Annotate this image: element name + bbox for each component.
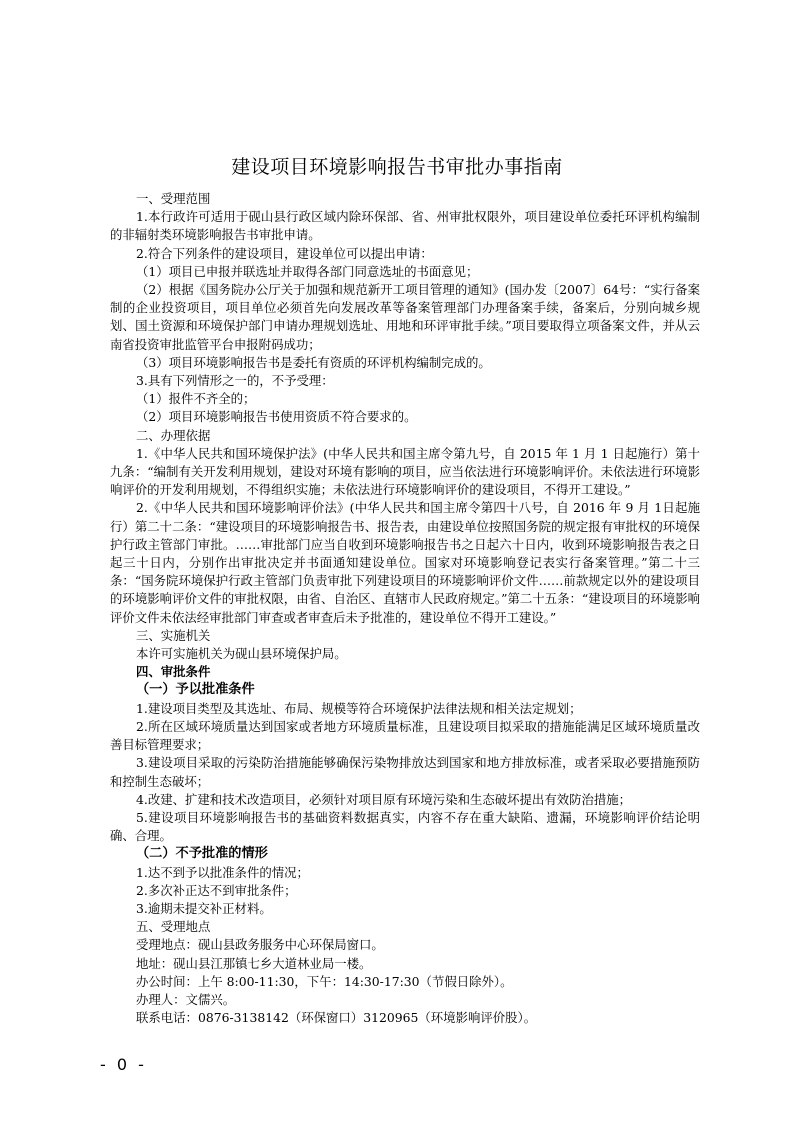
paragraph: 本许可实施机关为砚山县环境保护局。 [136,646,347,662]
paragraph: （2）根据《国务院办公厅关于加强和规范新开工项目管理的通知》(国办发〔2007〕64号：“实行备案制的企业投资项目，项目单位必须首先向发展改革等备案管理部门办理备案手续，备案后，分别向城乡规划、国土资源和环境保护部门申请办理规划选址、用地和环评审批手续。”项目要取得立项备案文件，并从云南省投资审批监管平台申报附码成功； [110,282,700,352]
paragraph: （二）不予批准的情形 [136,846,268,862]
paragraph: 受理地点：砚山县政务服务中心环保局窗口。 [136,937,384,953]
paragraph: 4.改建、扩建和技术改造项目，必须针对项目原有环境污染和生态破坏提出有效防治措施； [136,791,632,807]
paragraph: 3.具有下列情形之一的，不予受理： [136,373,334,389]
paragraph: （1）报件不齐全的； [136,391,256,407]
paragraph: 2.符合下列条件的建设项目，建设单位可以提出申请： [136,245,433,261]
paragraph: 2.《中华人民共和国环境影响评价法》(中华人民共和国主席令第四十八号，自 2016 年 9 月 1日起施行）第二十二条：“建设项目的环境影响报告书、报告表，由建设单位按照国务院的规定报有审批权的环境保护行政主管部门审批。……审批部门应当自收到环境影响报告书之日起六十日内，收到环境影响报告表之日起三十日内，分别作出审批决定并书面通知建设单位。国家对环境影响登记表实行备案管理。”第二十三条：“国务院环境保护行政主管部门负责审批下列建设项目的环境影响评价文件……前款规定以外的建设项目的环境影响评价文件的审批权限，由省、自治区、直辖市人民政府规定。”第二十五条：“建设项目的环境影响评价文件未依法经审批部门审查或者审查后未予批准的，建设单位不得开工建设。” [110,500,700,625]
paragraph: 1.达不到予以批准条件的情况； [136,864,309,880]
paragraph: 3.逾期未提交补正材料。 [136,900,272,916]
paragraph: 1.本行政许可适用于砚山县行政区域内除环保部、省、州审批权限外，项目建设单位委托环评机构编制的非辐射类环境影响报告书审批申请。 [110,209,700,243]
paragraph: 四、审批条件 [136,664,211,680]
document-title: 建设项目环境影响报告书审批办事指南 [231,156,563,178]
paragraph: 一、受理范围 [136,191,211,206]
paragraph: （3）项目环境影响报告书是委托有资质的环评机构编制完成的。 [136,354,491,370]
paragraph: （2）项目环境影响报告书使用资质不符合要求的。 [136,409,417,425]
paragraph: 办公时间：上午 8:00-11:30，下午：14:30-17:30（节假日除外）。 [136,973,513,989]
paragraph: 3.建设项目采取的污染防治措施能够确保污染物排放达到国家和地方排放标准，或者采取必要措施预防和控制生态破坏； [110,755,700,789]
paragraph: 2.所在区域环境质量达到国家或者地方环境质量标准，且建设项目拟采取的措施能满足区域环境质量改善目标管理要求； [110,718,700,753]
paragraph: 二、办理依据 [136,427,211,443]
paragraph: 地址：砚山县江那镇七乡大道林业局一楼。 [136,955,372,971]
paragraph: （1）项目已申报并联选址并取得各部门同意选址的书面意见； [136,263,479,279]
paragraph: 5.建设项目环境影响报告书的基础资料数据真实，内容不存在重大缺陷、遗漏，环境影响评价结论明确、合理。 [110,809,700,844]
paragraph: （一）予以批准条件 [136,682,255,698]
page-number: - 0 - [100,1055,147,1074]
paragraph: 三、实施机关 [136,627,211,643]
paragraph: 2.多次补正达不到审批条件； [136,882,297,898]
paragraph: 联系电话：0876-3138142（环保窗口）3120965（环境影响评价股）。 [136,1010,537,1026]
paragraph: 1.《中华人民共和国环境保护法》(中华人民共和国主席令第九号，自 2015 年 1 月 1 日起施行）第十九条：“编制有关开发利用规划，建设对环境有影响的项目，应当依法进行环境影响评价。未依法进行环境影响评价的开发利用规划，不得组织实施；未依法进行环境影响评价的建设项目，不得开工建设。” [110,445,700,498]
paragraph: 1.建设项目类型及其选址、布局、规模等符合环境保护法律法规和相关法定规划； [136,700,582,716]
paragraph: 五、受理地点 [136,919,211,935]
document-body [110,190,700,1027]
paragraph: 办理人：文儒兴。 [136,991,236,1007]
